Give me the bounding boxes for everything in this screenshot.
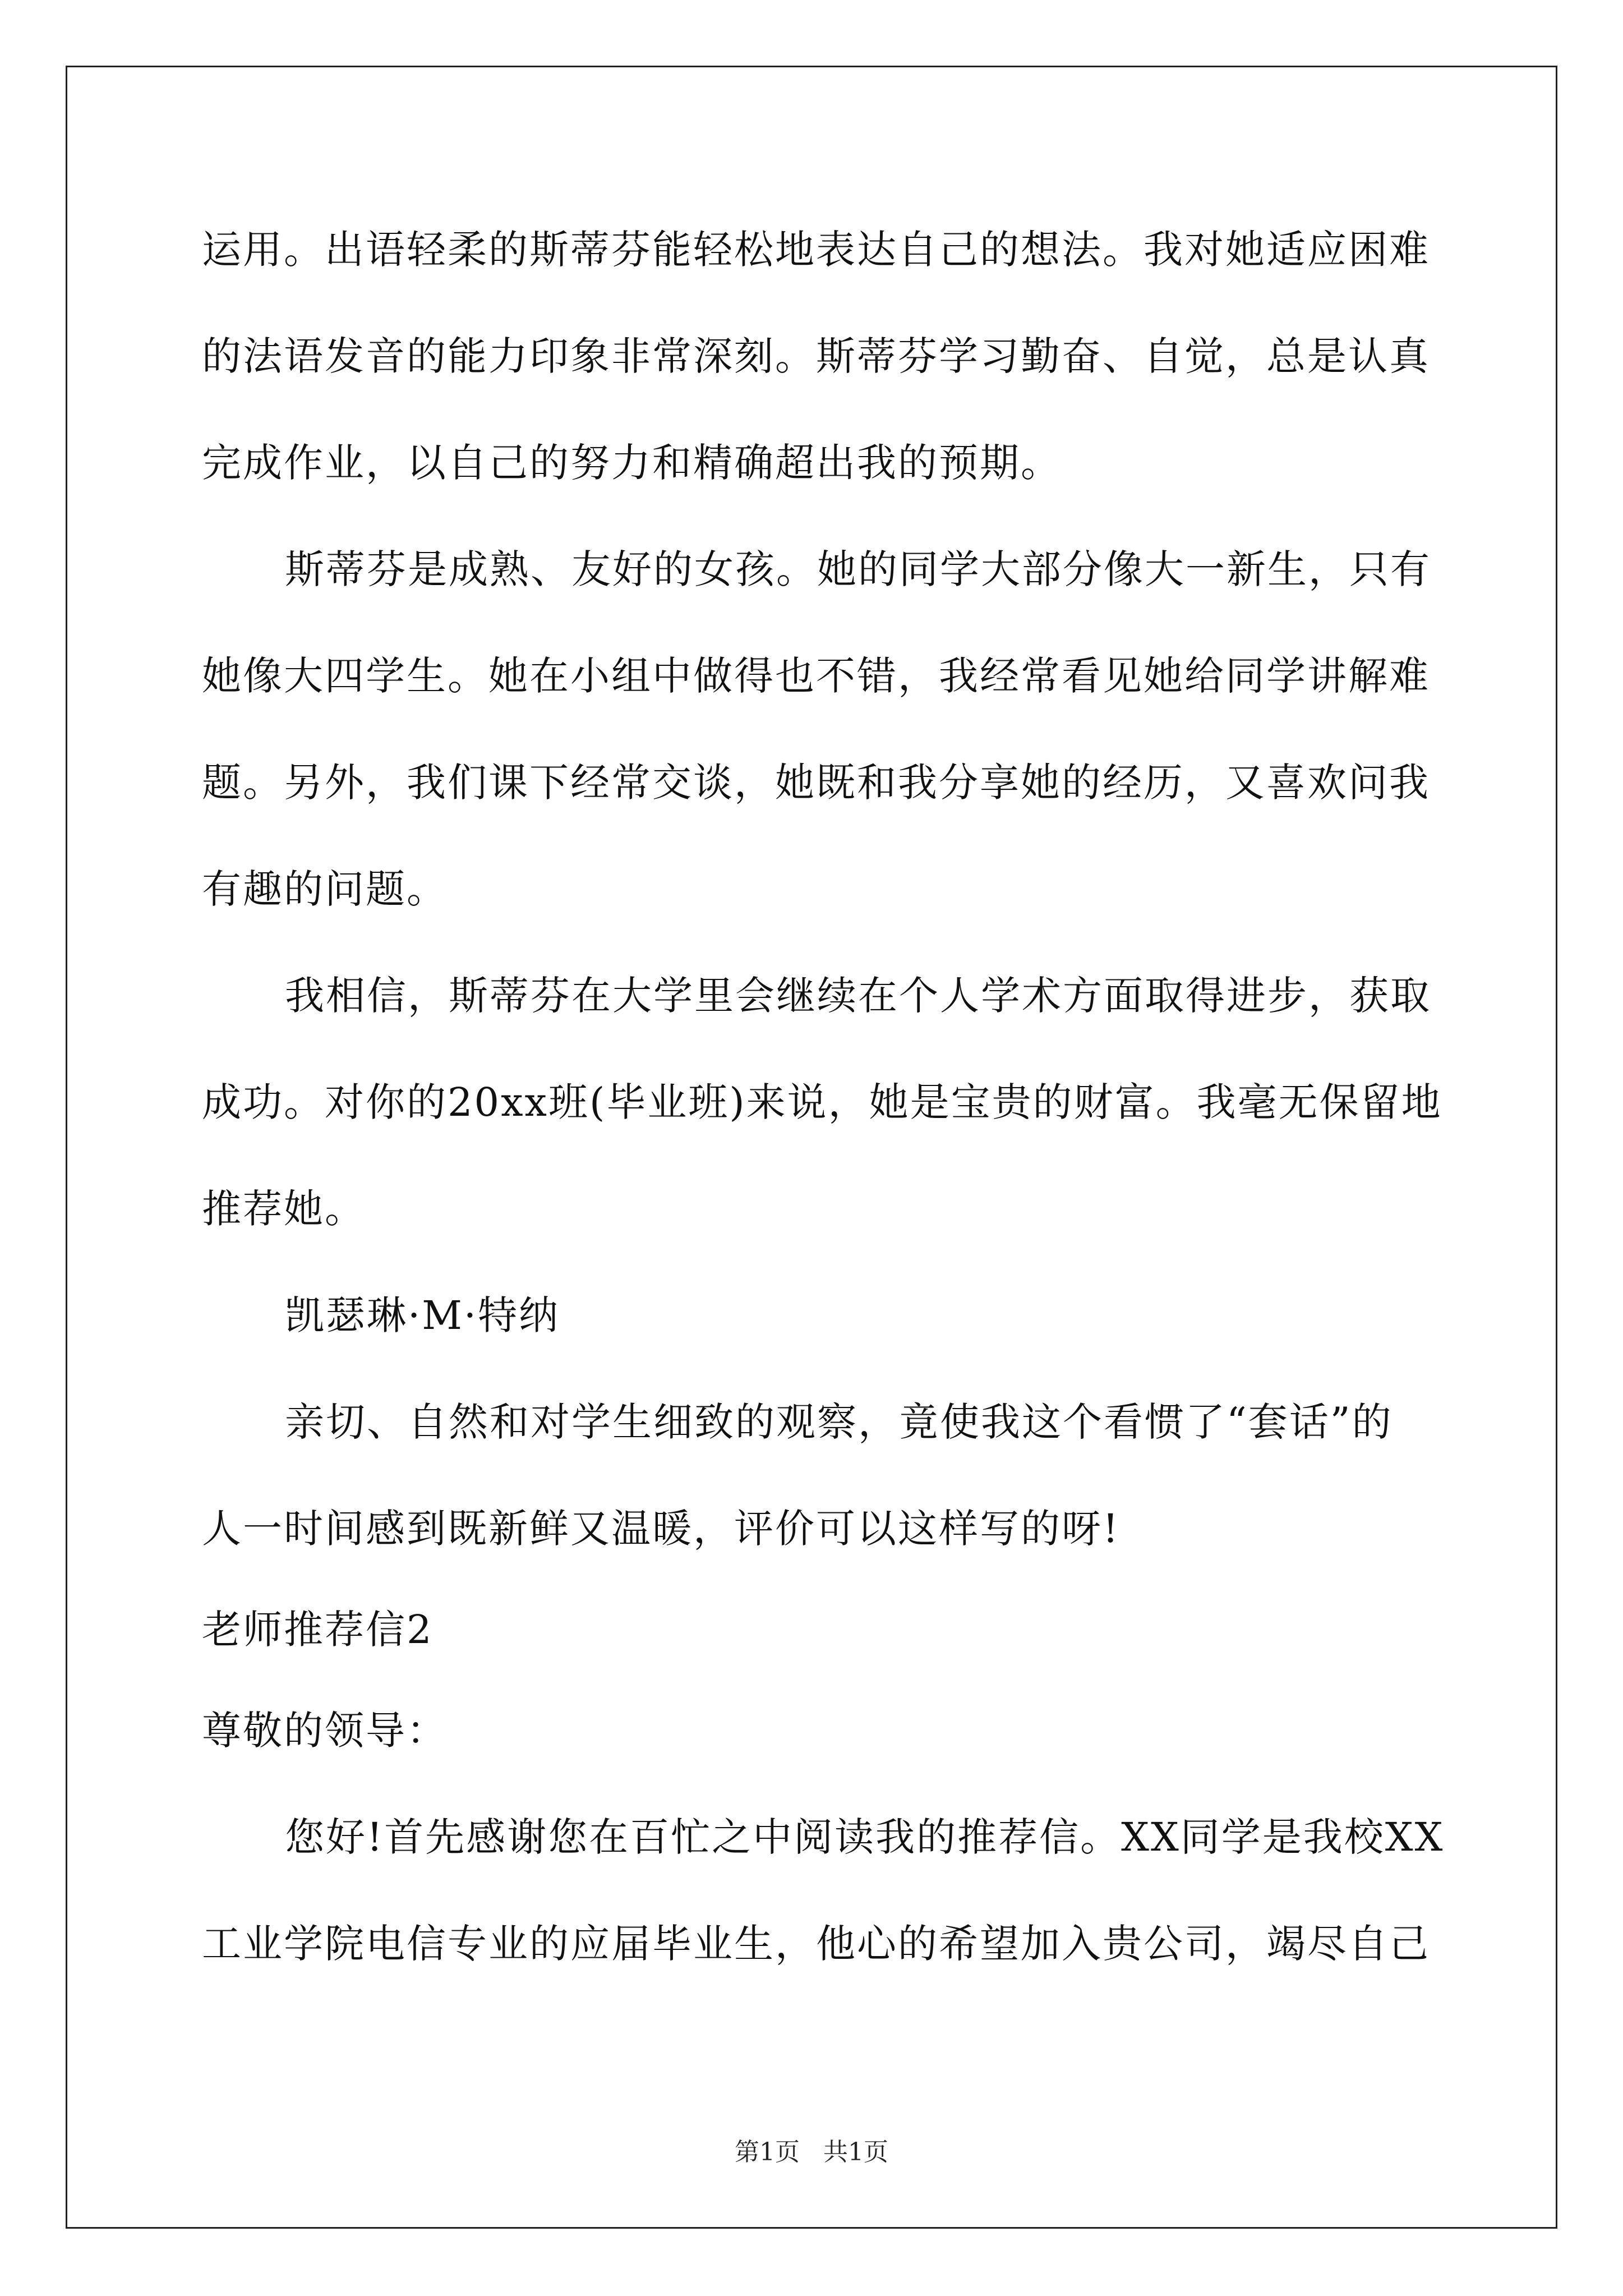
text-line: 斯蒂芬是成熟、友好的女孩。她的同学大部分像大一新生，只有 [285, 546, 1431, 592]
signature-line: 凯瑟琳·M·特纳 [285, 1292, 560, 1338]
page-footer: 第1页 共1页 [735, 2138, 888, 2166]
salutation-line: 尊敬的领导： [202, 1708, 448, 1754]
text-line: 工业学院电信专业的应届毕业生，他心的希望加入贵公司，竭尽自己 [202, 1921, 1430, 1967]
section-heading: 老师推荐信2 [202, 1607, 434, 1653]
text-line: 题。另外，我们课下经常交谈，她既和我分享她的经历，又喜欢问我 [202, 760, 1430, 806]
text-line: 运用。出语轻柔的斯蒂芬能轻松地表达自己的想法。我对她适应困难 [202, 227, 1430, 273]
text-line: 推荐她。 [202, 1186, 366, 1232]
text-line: 成功。对你的20xx班(毕业班)来说，她是宝贵的财富。我毫无保留地 [202, 1079, 1442, 1125]
text-line: 亲切、自然和对学生细致的观察，竟使我这个看惯了“套话”的 [285, 1399, 1393, 1445]
text-line: 我相信，斯蒂芬在大学里会继续在个人学术方面取得进步，获取 [285, 973, 1431, 1019]
text-line: 人一时间感到既新鲜又温暖，评价可以这样写的呀! [202, 1506, 1121, 1552]
text-line: 的法语发音的能力印象非常深刻。斯蒂芬学习勤奋、自觉，总是认真 [202, 333, 1430, 379]
text-line: 她像大四学生。她在小组中做得也不错，我经常看见她给同学讲解难 [202, 653, 1430, 699]
text-line: 您好!首先感谢您在百忙之中阅读我的推荐信。XX同学是我校XX [285, 1814, 1445, 1860]
text-line: 完成作业，以自己的努力和精确超出我的预期。 [202, 440, 1062, 486]
text-line: 有趣的问题。 [202, 866, 448, 912]
